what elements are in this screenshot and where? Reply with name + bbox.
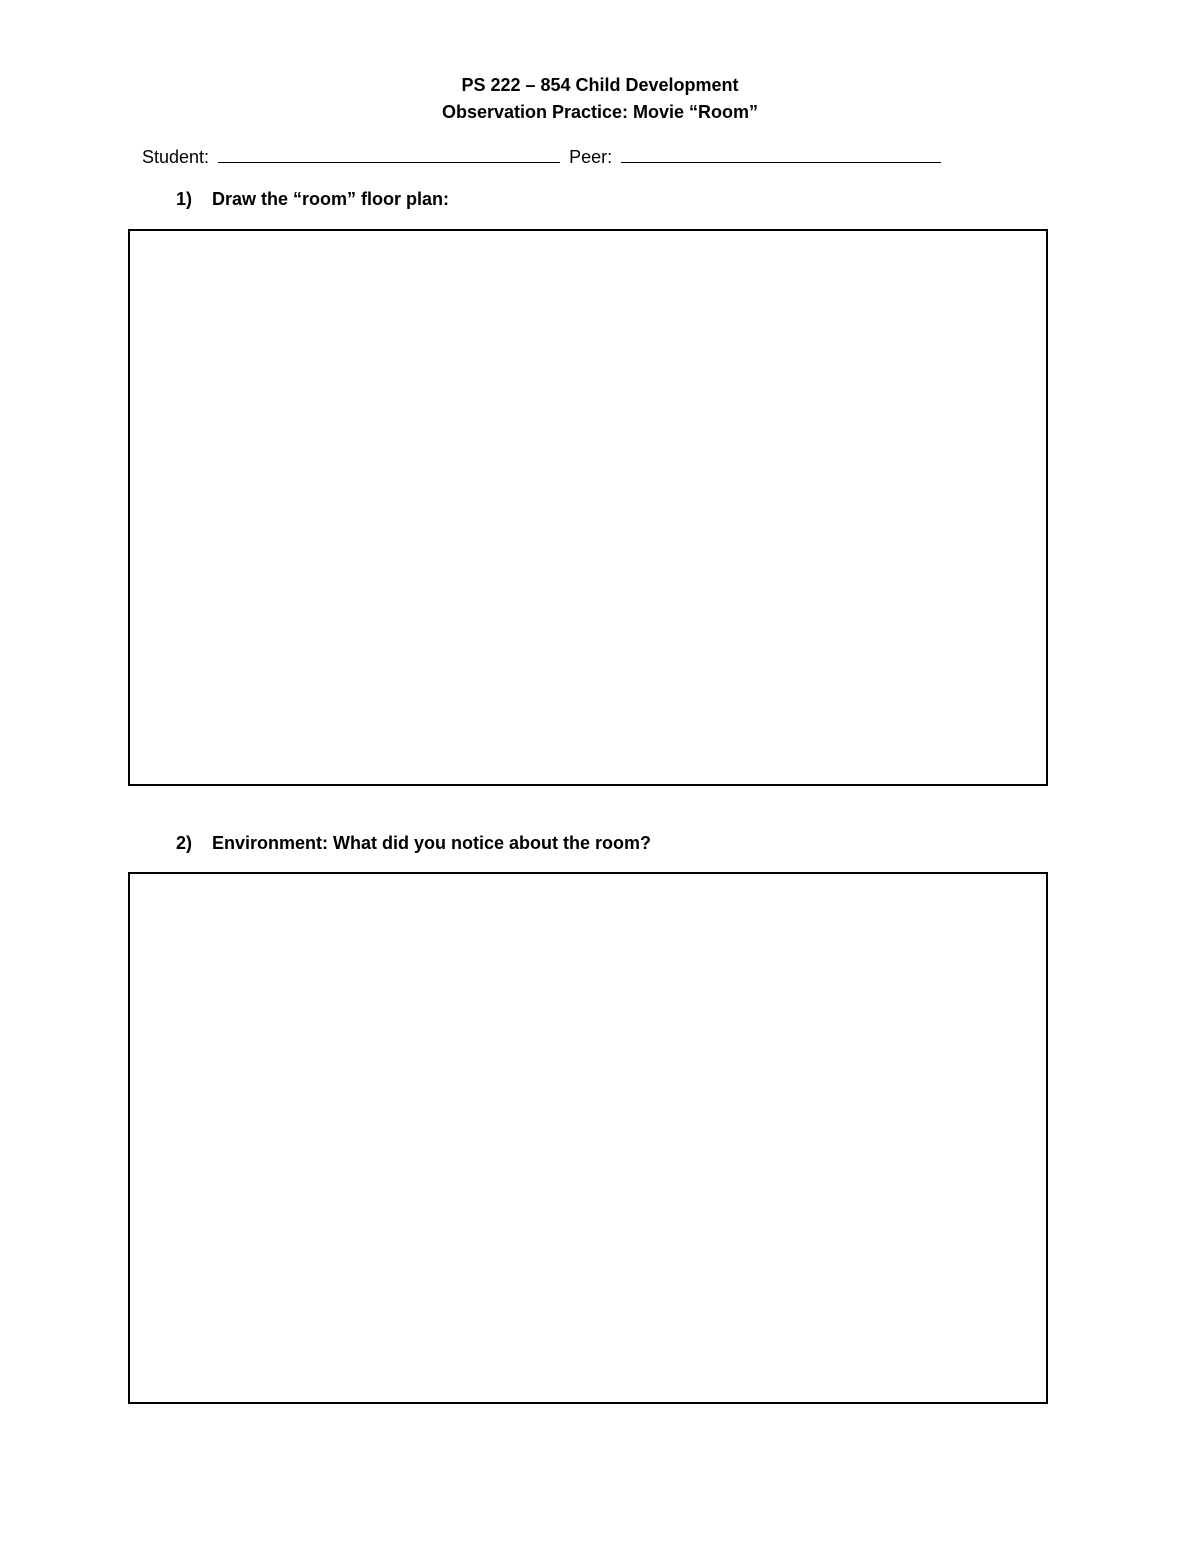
question-2-number: 2): [176, 833, 193, 853]
question-2: [176, 832, 651, 854]
student-label: Student:: [142, 147, 210, 167]
question-1: [176, 188, 449, 210]
student-name-field[interactable]: [218, 144, 560, 163]
question-2-text: Environment: What did you notice about the room?: [212, 833, 651, 853]
peer-label: Peer:: [569, 147, 613, 167]
floor-plan-drawing-box[interactable]: [128, 229, 1048, 786]
environment-answer-box[interactable]: [128, 872, 1048, 1404]
question-1-number: 1): [176, 189, 193, 209]
document-subtitle: Observation Practice: Movie “Room”: [441, 102, 759, 122]
names-row: [142, 144, 945, 168]
peer-name-field[interactable]: [621, 144, 941, 163]
question-1-text: Draw the “room” floor plan:: [212, 189, 450, 209]
document-title: PS 222 – 854 Child Development: [461, 75, 739, 95]
